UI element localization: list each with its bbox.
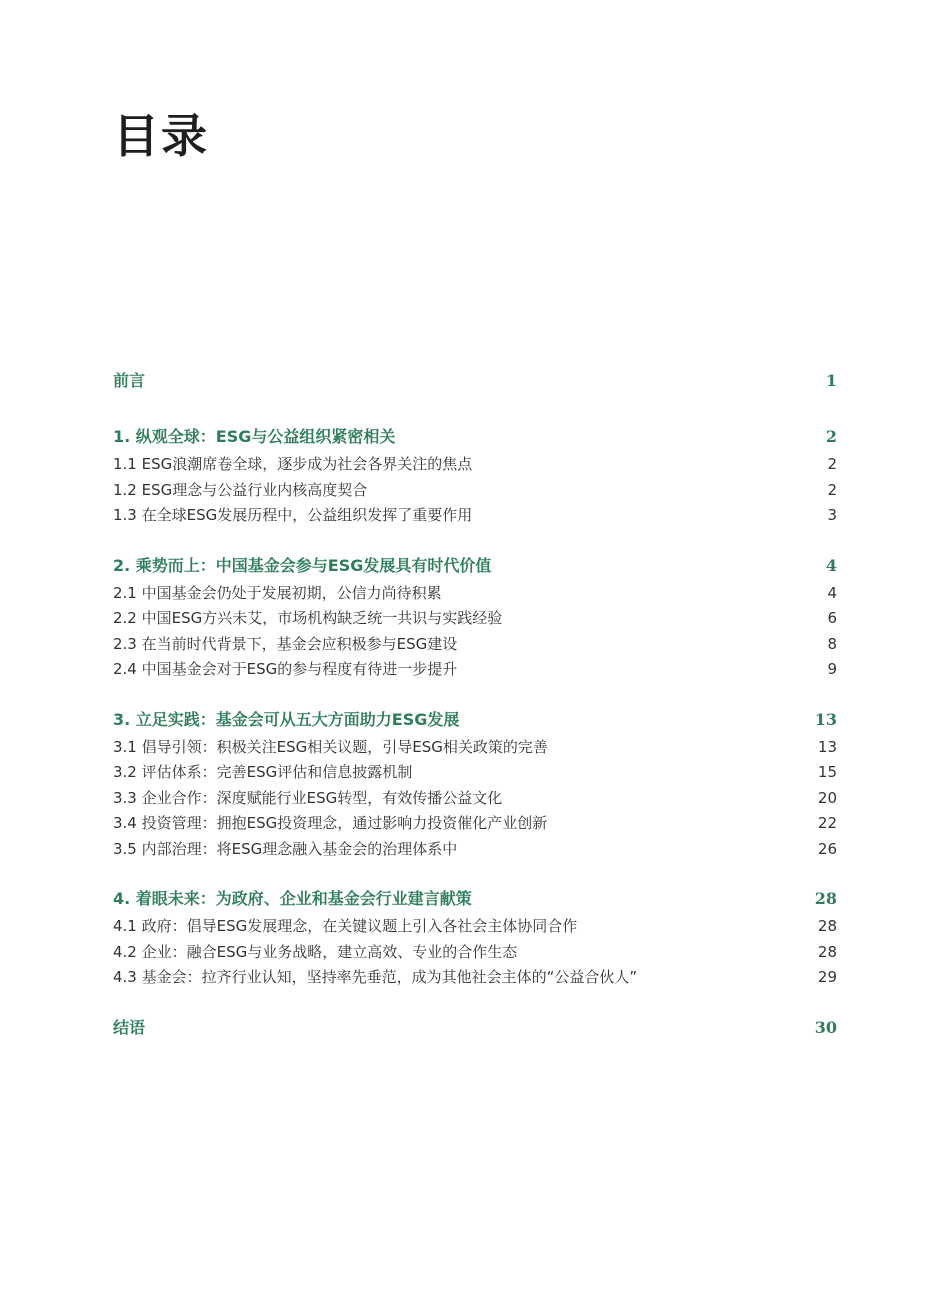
toc-page-number: 8 (827, 634, 837, 653)
toc-page-number: 28 (817, 942, 837, 961)
toc-entry-title: 1.1 ESG浪潮席卷全球，逐步成为社会各界关注的焦点 (113, 455, 473, 473)
toc-section-conclusion (113, 1013, 837, 1043)
toc-entry-title: 1. 纵观全球：ESG与公益组织紧密相关 (113, 427, 396, 446)
toc-entry-title: 3.5 内部治理：将ESG理念融入基金会的治理体系中 (113, 839, 458, 858)
toc-entry-4-3[interactable] (113, 965, 837, 991)
toc-entry-conclusion[interactable] (113, 1013, 837, 1043)
toc-entry-title: 4.3 基金会：拉齐行业认知，坚持率先垂范，成为其他社会主体的“公益合伙人” (113, 968, 638, 986)
toc-entry-title: 3.2 评估体系：完善ESG评估和信息披露机制 (113, 763, 413, 781)
toc-entry-title: 2.3 在当前时代背景下，基金会应积极参与ESG建设 (113, 634, 458, 653)
toc-page-number: 6 (827, 609, 837, 627)
toc-entry-2-2[interactable] (113, 606, 837, 632)
toc-entry-3-3[interactable] (113, 786, 837, 812)
toc-sub-list (113, 735, 837, 863)
toc-entry-title: 3. 立足实践：基金会可从五大方面助力ESG发展 (113, 709, 460, 729)
toc-entry-title: 2.4 中国基金会对于ESG的参与程度有待进一步提升 (113, 660, 458, 678)
toc-chapter-4[interactable] (113, 884, 837, 914)
toc-entry-title: 3.1 倡导引领：积极关注ESG相关议题，引导ESG相关政策的完善 (113, 737, 548, 756)
toc-entry-4-2[interactable] (113, 940, 837, 966)
toc-entry-title: 3.3 企业合作：深度赋能行业ESG转型，有效传播公益文化 (113, 788, 503, 807)
toc-entry-title: 2.1 中国基金会仍处于发展初期，公信力尚待积累 (113, 583, 442, 602)
toc-page-number: 22 (817, 814, 837, 832)
toc-page-number: 30 (814, 1017, 837, 1037)
toc-page-number: 9 (827, 660, 837, 678)
toc-entry-1-2[interactable] (113, 478, 837, 504)
toc-page-number: 4 (827, 583, 837, 602)
toc-page-number: 29 (817, 968, 837, 986)
toc-page-number: 13 (814, 709, 837, 729)
toc-entry-title: 4. 着眼未来：为政府、企业和基金会行业建言献策 (113, 889, 472, 908)
toc-page-number: 28 (814, 889, 837, 908)
toc-sub-list (113, 581, 837, 683)
toc-page-number: 1 (825, 371, 837, 390)
toc-page-number: 26 (817, 839, 837, 858)
table-of-contents (113, 366, 837, 1069)
toc-entry-3-2[interactable] (113, 760, 837, 786)
toc-page-number: 20 (817, 788, 837, 807)
toc-entry-3-5[interactable] (113, 837, 837, 863)
toc-section-1 (113, 422, 837, 529)
toc-entry-title: 结语 (113, 1017, 146, 1037)
toc-page-number: 2 (827, 455, 837, 473)
toc-entry-preface[interactable] (113, 366, 837, 396)
toc-chapter-1[interactable] (113, 422, 837, 452)
toc-entry-title: 4.2 企业：融合ESG与业务战略，建立高效、专业的合作生态 (113, 942, 518, 961)
page-title: 目录 (113, 109, 209, 163)
toc-entry-2-3[interactable] (113, 632, 837, 658)
toc-chapter-3[interactable] (113, 705, 837, 735)
toc-entry-title: 2.2 中国ESG方兴未艾，市场机构缺乏统一共识与实践经验 (113, 609, 503, 627)
toc-page-number: 2 (827, 480, 837, 499)
toc-page-number: 2 (825, 427, 837, 446)
toc-entry-title: 2. 乘势而上：中国基金会参与ESG发展具有时代价值 (113, 555, 492, 575)
toc-entry-title: 1.2 ESG理念与公益行业内核高度契合 (113, 480, 368, 499)
toc-entry-4-1[interactable] (113, 914, 837, 940)
toc-sub-list (113, 914, 837, 991)
toc-chapter-2[interactable] (113, 551, 837, 581)
toc-entry-title: 4.1 政府：倡导ESG发展理念，在关键议题上引入各社会主体协同合作 (113, 917, 578, 935)
toc-page-number: 15 (817, 763, 837, 781)
toc-section-4 (113, 884, 837, 991)
toc-entry-title: 3.4 投资管理：拥抱ESG投资理念，通过影响力投资催化产业创新 (113, 814, 548, 832)
toc-page-number: 28 (817, 917, 837, 935)
toc-entry-1-3[interactable] (113, 503, 837, 529)
toc-sub-list (113, 452, 837, 529)
toc-entry-3-4[interactable] (113, 811, 837, 837)
toc-page-number: 4 (825, 555, 837, 575)
toc-entry-title: 1.3 在全球ESG发展历程中，公益组织发挥了重要作用 (113, 506, 473, 524)
toc-entry-2-4[interactable] (113, 657, 837, 683)
toc-page-number: 13 (817, 737, 837, 756)
toc-entry-2-1[interactable] (113, 581, 837, 607)
toc-page-number: 3 (827, 506, 837, 524)
toc-section-3 (113, 705, 837, 863)
toc-section-preface (113, 366, 837, 396)
toc-entry-3-1[interactable] (113, 735, 837, 761)
toc-entry-1-1[interactable] (113, 452, 837, 478)
toc-entry-title: 前言 (113, 371, 146, 390)
toc-section-2 (113, 551, 837, 683)
